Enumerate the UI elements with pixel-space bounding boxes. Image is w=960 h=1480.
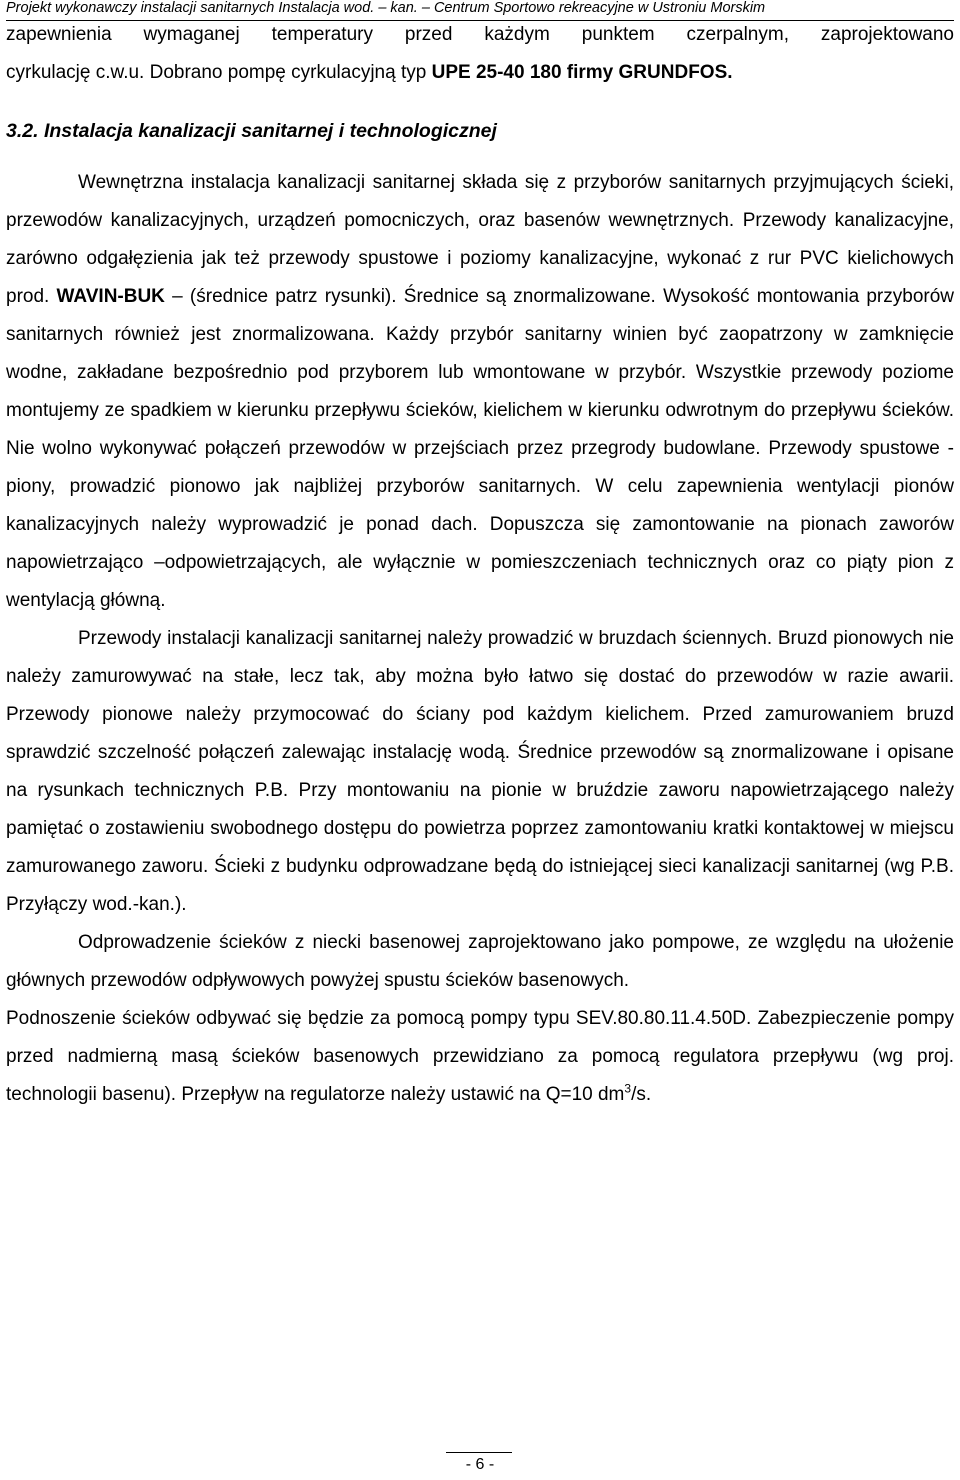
paragraph-4-tail: /s. (631, 1084, 652, 1105)
pump-model: UPE 25-40 180 firmy GRUNDFOS. (431, 62, 733, 83)
paragraph-3: Odprowadzenie ścieków z niecki basenowej zaprojektowano jako pompowe, ze względu na ułożenie głównych przewodów odpływowych powyżej spustu ścieków basenowych. (6, 932, 954, 991)
page-number: - 6 - (465, 1456, 495, 1473)
paragraph-2: Przewody instalacji kanalizacji sanitarnej należy prowadzić w bruzdach ściennych. Bruzd pionowych nie należy zamurowywać na stałe, lecz tak, aby można było łatwo się dostać do przewodów w razie awarii. Przewody pionowe należy przymocować do ściany pod każdym kielichem. Przed zamurowaniem bruzd sprawdzić szczelność połączeń zalewając instalację wodą. Średnice przewodów są znormalizowane i opisane na rysunkach technicznych P.B. Przy montowaniu na pionie w bruździe zaworu napowietrzającego należy pamiętać o zostawieniu swobodnego dostępu do powietrza poprzez zamontowaniu kratki kontaktowej w miejscu zamurowanego zaworu. Ścieki z budynku odprowadzane będą do istniejącej sieci kanalizacji sanitarnej (wg P.B. Przyłączy wod.-kan.). (6, 628, 954, 915)
footer-rule (446, 1452, 512, 1453)
section-heading: 3.2. Instalacja kanalizacji sanitarnej i technologicznej (6, 120, 497, 142)
intro-line-2: cyrkulację c.w.u. Dobrano pompę cyrkulacyjną typ (6, 62, 432, 83)
paragraph-4 (6, 1000, 954, 1114)
intro-paragraph (6, 16, 954, 92)
paragraph-1 (6, 164, 954, 620)
superscript-3: 3 (624, 1081, 632, 1096)
header-text: Projekt wykonawczy instalacji sanitarnych Instalacja wod. – kan. – Centrum Sportowo rekreacyjne w Ustroniu Morskim (6, 0, 766, 16)
intro-line-1: zapewnienia wymaganej temperatury przed każdym punktem czerpalnym, zaprojektowano (6, 24, 954, 45)
paragraph-1-text-b: – (średnice patrz rysunki). Średnice są znormalizowane. Wysokość montowania przyborów sanitarnych również jest znormalizowana. Każdy przybór sanitarny winien być zaopatrzony w zamknięcie wodne, zakładane bezpośrednio pod przyborem lub wmontowane w przybór. Wszystkie przewody poziome montujemy ze spadkiem w kierunku przepływu ścieków, kielichem w kierunku odwrotnym do przepływu ścieków. Nie wolno wykonywać połączeń przewodów w przejściach przez przegrody budowlane. Przewody spustowe - piony, prowadzić pionowo jak najbliżej przyborów sanitarnych. W celu zapewnienia wentylacji pionów kanalizacyjnych należy wyprowadzić je ponad dach. Dopuszcza się zamontowanie na pionach zaworów napowietrzająco –odpowietrzających, ale wyłącznie w pomieszczeniach technicznych oraz co piąty pion z wentylacją główną. (6, 286, 955, 611)
manufacturer-name: WAVIN-BUK (56, 286, 165, 307)
paragraph-4-text: Podnoszenie ścieków odbywać się będzie za pomocą pompy typu SEV.80.80.11.4.50D. Zabezpieczenie pompy przed nadmierną masą ścieków basenowych przewidziano za pomocą regulatora przepływu (wg proj. technologii basenu). Przepływ na regulatorze należy ustawić na Q=10 dm (6, 1008, 954, 1105)
page-body (6, 16, 954, 1114)
paragraph-1-text-a: Wewnętrzna instalacja kanalizacji sanitarnej składa się z przyborów sanitarnych przyjmujących ścieki, przewodów kanalizacyjnych, urządzeń pomocniczych, oraz basenów wewnętrznych. Przewody kanalizacyjne, zarówno odgałęzienia jak też przewody spustowe i poziomy kanalizacyjne, wykonać z rur PVC kielichowych prod. (6, 172, 954, 307)
